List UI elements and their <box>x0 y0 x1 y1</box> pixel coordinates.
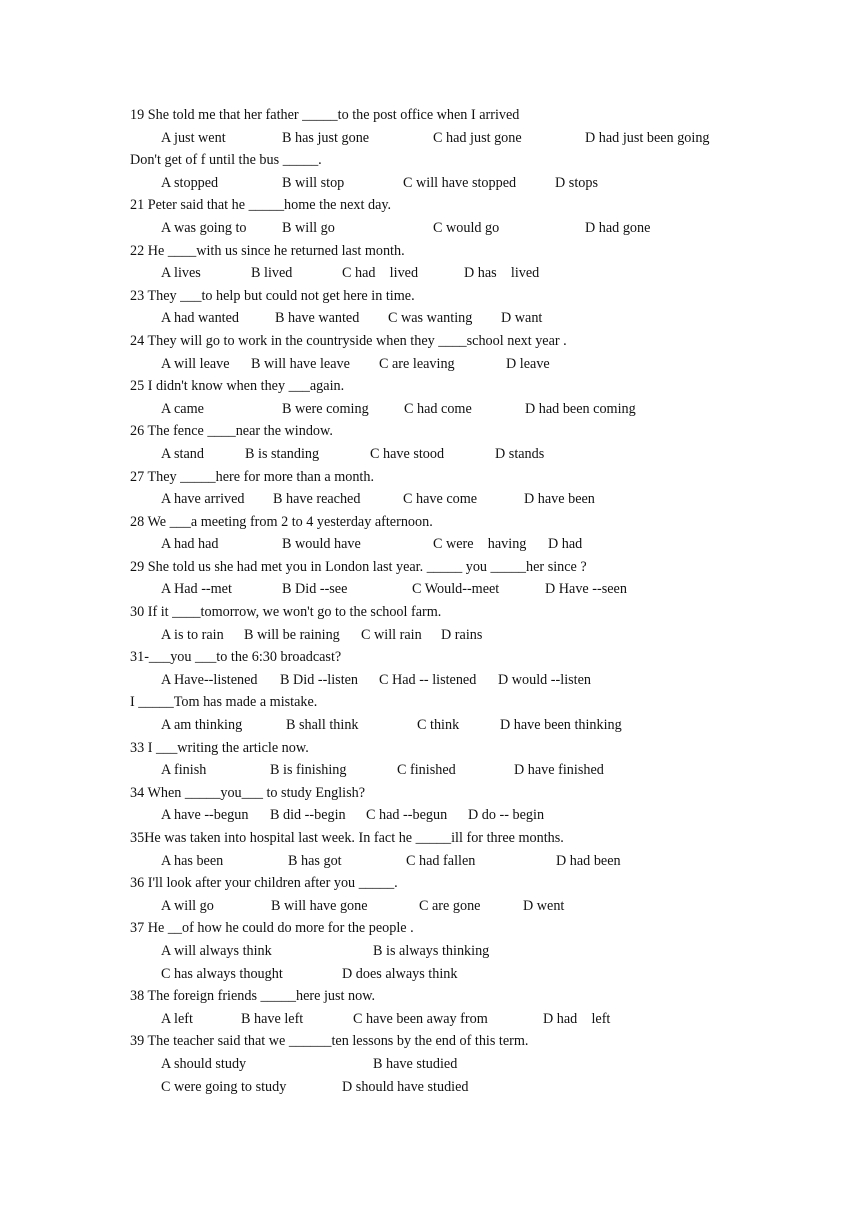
option-d: D have been thinking <box>500 717 622 734</box>
option-a: A came <box>161 400 204 417</box>
question-stem: Don't get of f until the bus _____. <box>130 152 322 169</box>
option-row <box>130 940 830 963</box>
option-row <box>130 443 830 466</box>
option-d: D had gone <box>585 219 651 236</box>
option-row <box>130 262 830 285</box>
question-stem: 39 The teacher said that we ______ten lessons by the end of this term. <box>130 1033 529 1050</box>
option-c: C will have stopped <box>403 174 517 191</box>
option-d: D had <box>548 536 583 553</box>
option-row <box>130 895 830 918</box>
option-c: C will rain <box>361 626 422 643</box>
option-d: D would --listen <box>498 671 591 688</box>
option-d: D had just been going <box>585 129 710 146</box>
option-row <box>130 533 830 556</box>
option-c: C has always thought <box>161 965 283 982</box>
option-a: A is to rain <box>161 626 224 643</box>
option-a: A was going to <box>161 219 247 236</box>
option-row <box>130 1076 830 1099</box>
option-b: B Did --listen <box>280 671 359 688</box>
option-b: B lived <box>251 265 293 282</box>
option-b: B will have gone <box>271 897 368 914</box>
option-a: A am thinking <box>161 717 243 734</box>
option-c: C had just gone <box>433 129 522 146</box>
question-stem: 30 If it ____tomorrow, we won't go to the school farm. <box>130 604 442 621</box>
option-c: C think <box>417 717 460 734</box>
option-b: B is standing <box>245 445 320 462</box>
question-stem: 27 They _____here for more than a month. <box>130 468 375 485</box>
question-stem: 23 They ___to help but could not get here in time. <box>130 287 415 304</box>
option-row <box>130 804 830 827</box>
option-b: B have left <box>241 1010 304 1027</box>
option-a: A have --begun <box>161 807 249 824</box>
option-c: C have been away from <box>353 1010 488 1027</box>
option-c: C would go <box>433 219 500 236</box>
option-row <box>130 307 830 330</box>
option-b: B would have <box>282 536 361 553</box>
option-d: D stands <box>495 445 545 462</box>
option-a: A Had --met <box>161 581 232 598</box>
option-row <box>130 217 830 240</box>
option-d: D had left <box>543 1010 611 1027</box>
option-d: D have been <box>524 491 595 508</box>
option-b: B have wanted <box>275 310 360 327</box>
option-row <box>130 398 830 421</box>
option-d: D leave <box>506 355 550 372</box>
option-a: A stopped <box>161 174 219 191</box>
option-b: B will go <box>282 219 335 236</box>
option-b: B have reached <box>273 491 361 508</box>
option-d: D stops <box>555 174 598 191</box>
option-a: A has been <box>161 852 224 869</box>
option-row <box>130 488 830 511</box>
option-c: C had come <box>404 400 472 417</box>
option-a: A had wanted <box>161 310 240 327</box>
option-c: C Had -- listened <box>379 671 477 688</box>
option-b: B have studied <box>373 1055 458 1072</box>
option-c: C Would--meet <box>412 581 500 598</box>
option-c: C are gone <box>419 897 481 914</box>
option-c: C was wanting <box>388 310 473 327</box>
option-d: D had been coming <box>525 400 636 417</box>
option-row <box>130 353 830 376</box>
option-a: A should study <box>161 1055 247 1072</box>
option-d: D Have --seen <box>545 581 627 598</box>
option-a: A left <box>161 1010 193 1027</box>
option-d: D does always think <box>342 965 458 982</box>
option-a: A lives <box>161 265 201 282</box>
question-stem: 25 I didn't know when they ___again. <box>130 378 345 395</box>
option-row <box>130 714 830 737</box>
option-row <box>130 1053 830 1076</box>
option-a: A have arrived <box>161 491 245 508</box>
question-stem: 36 I'll look after your children after you _____. <box>130 875 398 892</box>
question-stem: I _____Tom has made a mistake. <box>130 694 318 711</box>
option-row <box>130 1008 830 1031</box>
option-d: D has lived <box>464 265 540 282</box>
question-stem: 38 The foreign friends _____here just now. <box>130 988 376 1005</box>
option-c: C have stood <box>370 445 445 462</box>
option-b: B is always thinking <box>373 942 490 959</box>
option-row <box>130 669 830 692</box>
option-b: B were coming <box>282 400 369 417</box>
question-stem: 21 Peter said that he _____home the next day. <box>130 197 392 214</box>
question-stem: 24 They will go to work in the countryside when they ____school next year . <box>130 332 567 349</box>
option-b: B will be raining <box>244 626 340 643</box>
question-stem: 34 When _____you___ to study English? <box>130 784 366 801</box>
option-c: C are leaving <box>379 355 455 372</box>
option-a: A will leave <box>161 355 230 372</box>
option-d: D rains <box>441 626 483 643</box>
option-b: B did --begin <box>270 807 346 824</box>
option-c: C were going to study <box>161 1078 287 1095</box>
option-row <box>130 624 830 647</box>
option-b: B will stop <box>282 174 345 191</box>
option-row <box>130 759 830 782</box>
option-row <box>130 578 830 601</box>
option-row <box>130 850 830 873</box>
option-row <box>130 127 830 150</box>
option-c: C had fallen <box>406 852 476 869</box>
option-a: A finish <box>161 762 207 779</box>
option-b: B has just gone <box>282 129 370 146</box>
question-stem: 29 She told us she had met you in London last year. _____ you _____her since ? <box>130 558 587 575</box>
question-list <box>130 104 830 1098</box>
option-b: B will have leave <box>251 355 350 372</box>
option-row <box>130 963 830 986</box>
option-c: C were having <box>433 536 527 553</box>
question-stem: 33 I ___writing the article now. <box>130 739 309 756</box>
option-b: B is finishing <box>270 762 347 779</box>
option-d: D want <box>501 310 543 327</box>
question-stem: 28 We ___a meeting from 2 to 4 yesterday afternoon. <box>130 513 433 530</box>
option-a: A Have--listened <box>161 671 258 688</box>
question-stem: 35He was taken into hospital last week. In fact he _____ill for three months. <box>130 830 564 846</box>
option-b: B Did --see <box>282 581 348 598</box>
option-c: C had --begun <box>366 807 448 824</box>
option-b: B shall think <box>286 717 359 734</box>
option-c: C finished <box>397 762 456 779</box>
option-d: D had been <box>556 852 621 869</box>
question-stem: 22 He ____with us since he returned last month. <box>130 242 405 259</box>
option-a: A had had <box>161 536 219 553</box>
option-b: B has got <box>288 852 342 869</box>
option-a: A will always think <box>161 942 272 959</box>
option-c: C had lived <box>342 265 419 282</box>
question-stem: 26 The fence ____near the window. <box>130 423 333 440</box>
option-a: A just went <box>161 129 226 146</box>
option-d: D have finished <box>514 762 604 779</box>
option-row <box>130 172 830 195</box>
option-a: A stand <box>161 445 204 462</box>
option-a: A will go <box>161 897 214 914</box>
option-d: D went <box>523 897 565 914</box>
option-c: C have come <box>403 491 478 508</box>
option-d: D do -- begin <box>468 807 545 824</box>
question-stem: 37 He __of how he could do more for the people . <box>130 920 414 937</box>
question-stem: 19 She told me that her father _____to the post office when I arrived <box>130 107 520 123</box>
question-stem: 31-___you ___to the 6:30 broadcast? <box>130 649 342 666</box>
option-d: D should have studied <box>342 1078 469 1095</box>
